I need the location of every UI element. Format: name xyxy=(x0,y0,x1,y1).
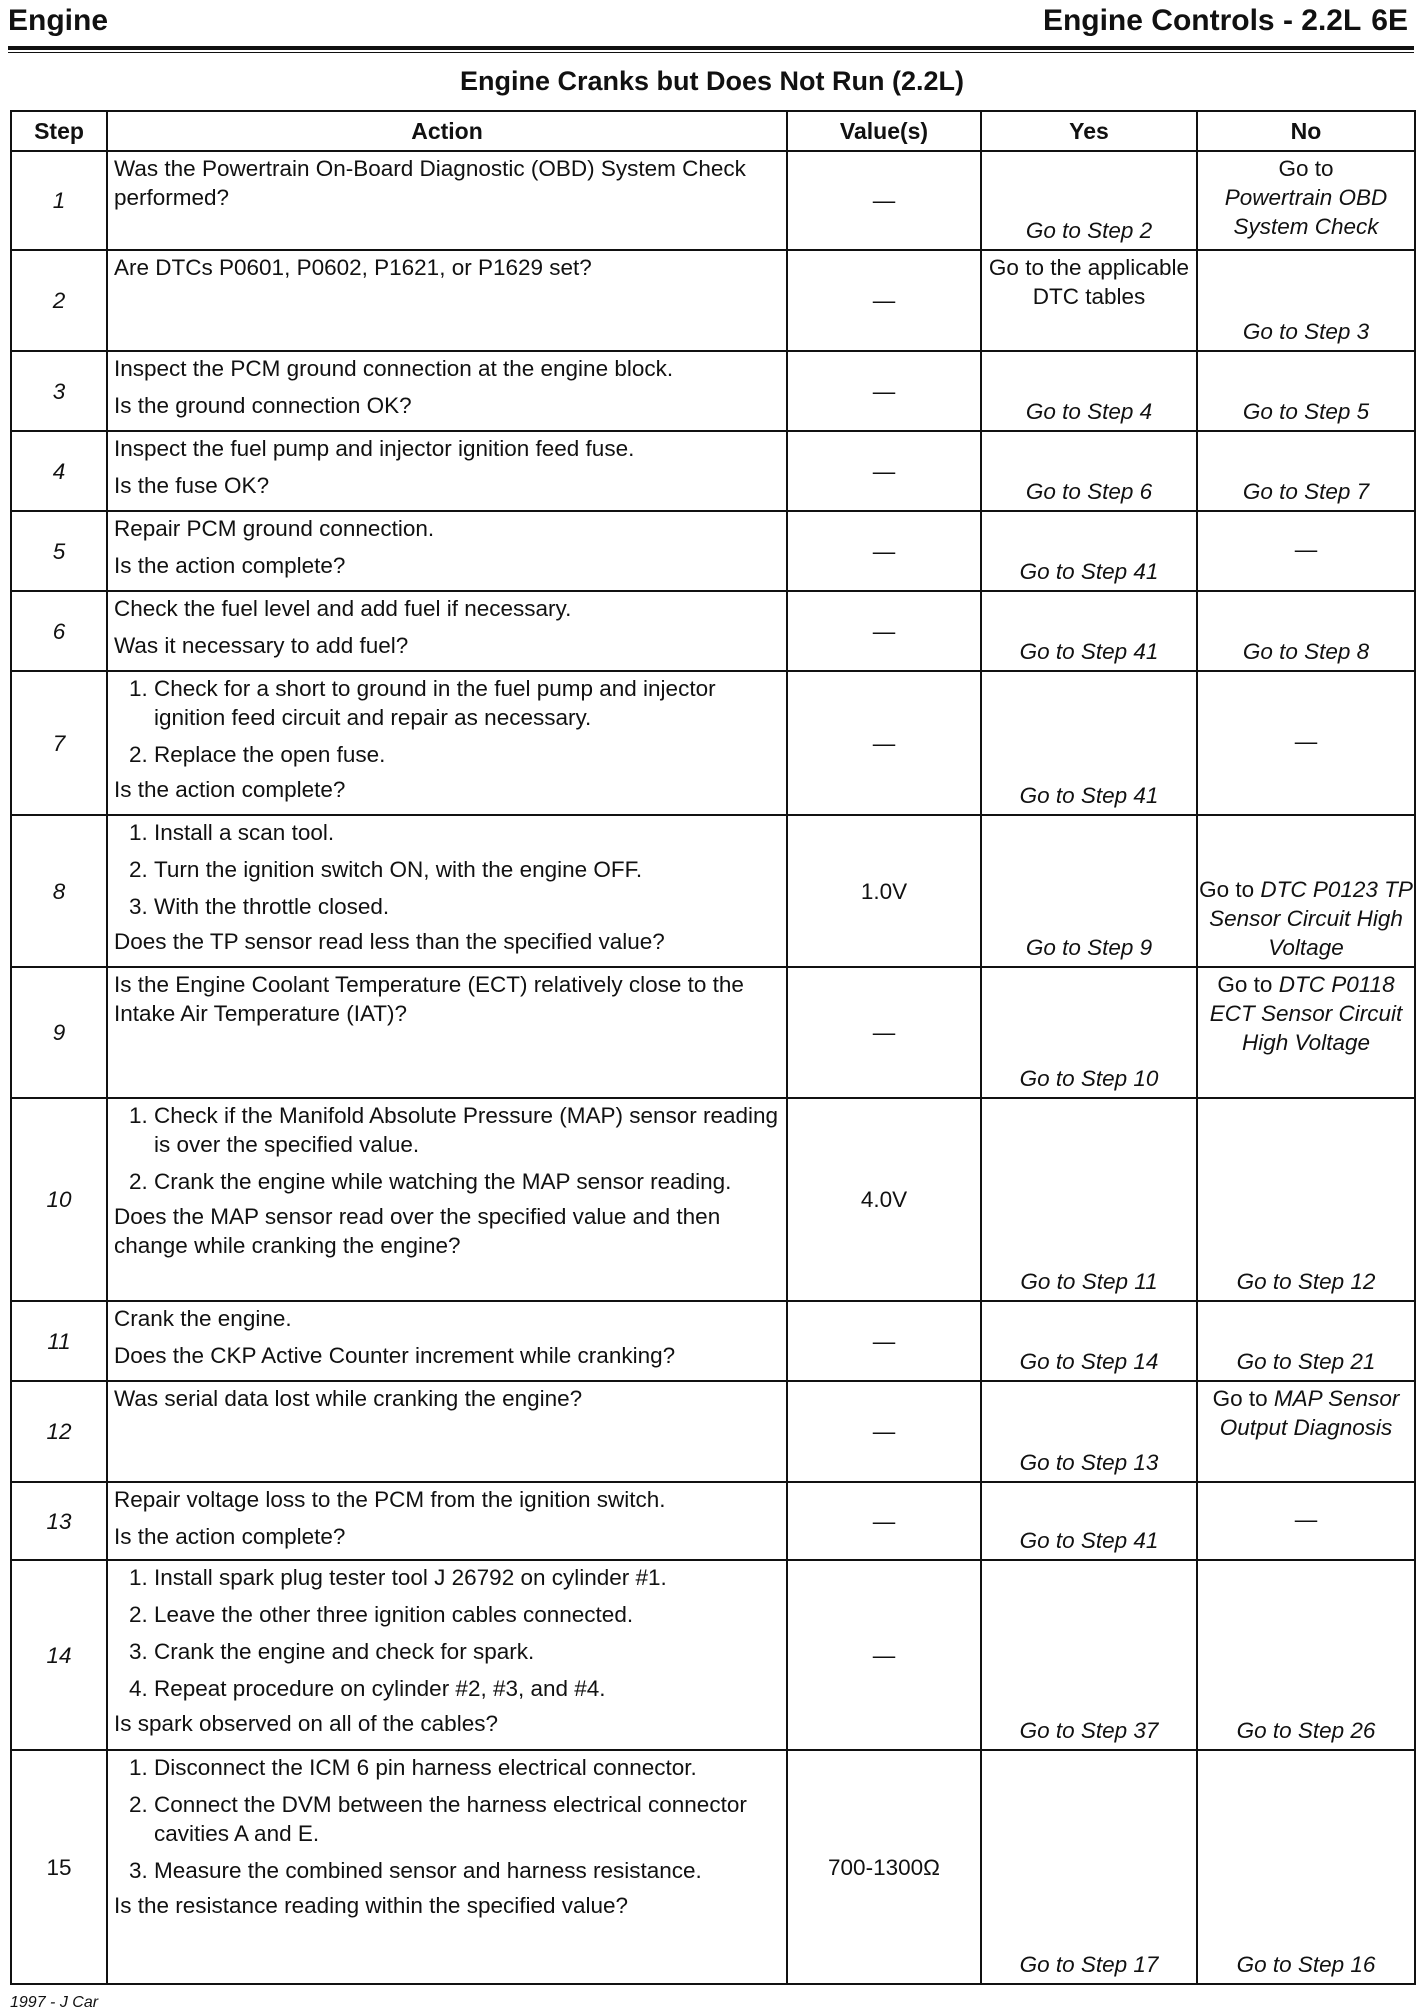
action-step: 3. Crank the engine and check for spark. xyxy=(154,1637,780,1666)
action-question: Is the action complete? xyxy=(114,553,346,578)
action-text xyxy=(107,151,787,250)
no-cell: Go to Step 21 xyxy=(1197,1301,1415,1381)
action-line: Inspect the PCM ground connection at the engine block. xyxy=(114,356,674,381)
step-number: 8 xyxy=(11,815,107,967)
no-target: DTC P0123 TP Sensor Circuit High Voltage xyxy=(1209,877,1413,960)
action-steps xyxy=(114,818,780,921)
table-row xyxy=(11,1482,1415,1560)
action-text xyxy=(107,1301,787,1381)
no-prefix: Go to xyxy=(1212,1386,1268,1411)
action-question: Is the ground connection OK? xyxy=(114,393,412,418)
action-text xyxy=(107,591,787,671)
action-step: 3. Measure the combined sensor and harness resistance. xyxy=(154,1856,780,1885)
action-line: Crank the engine. xyxy=(114,1306,292,1331)
yes-cell: Go to Step 14 xyxy=(981,1301,1197,1381)
action-question: Is the action complete? xyxy=(114,1524,346,1549)
action-step: 1. Disconnect the ICM 6 pin harness electrical connector. xyxy=(154,1753,780,1782)
yes-cell: Go to Step 17 xyxy=(981,1750,1197,1984)
col-header-values: Value(s) xyxy=(787,111,981,151)
action-step: 2. Turn the ignition switch ON, with the engine OFF. xyxy=(154,855,780,884)
no-target: Powertrain OBD System Check xyxy=(1224,185,1388,239)
step-number: 1 xyxy=(11,151,107,250)
step-number: 4 xyxy=(11,431,107,511)
table-row xyxy=(11,815,1415,967)
no-target: MAP Sensor Output Diagnosis xyxy=(1219,1386,1400,1440)
yes-cell: Go to Step 10 xyxy=(981,967,1197,1098)
table-header-row xyxy=(11,111,1415,151)
action-step: 1. Check if the Manifold Absolute Pressure (MAP) sensor reading is over the specified value. xyxy=(154,1101,780,1159)
yes-cell: Go to Step 13 xyxy=(981,1381,1197,1482)
no-cell xyxy=(1197,151,1415,250)
col-header-step: Step xyxy=(11,111,107,151)
yes-cell: Go to Step 37 xyxy=(981,1560,1197,1750)
yes-cell: Go to Step 11 xyxy=(981,1098,1197,1301)
action-line: Is the Engine Coolant Temperature (ECT) relatively close to the Intake Air Temperature (IAT)? xyxy=(114,972,744,1026)
value-cell: — xyxy=(787,250,981,351)
step-number: 11 xyxy=(11,1301,107,1381)
action-line: Repair voltage loss to the PCM from the ignition switch. xyxy=(114,1487,666,1512)
step-number: 7 xyxy=(11,671,107,815)
value-cell: — xyxy=(787,591,981,671)
no-cell: Go to Step 3 xyxy=(1197,250,1415,351)
yes-cell: Go to Step 41 xyxy=(981,591,1197,671)
action-text xyxy=(107,431,787,511)
action-line: Was serial data lost while cranking the engine? xyxy=(114,1386,583,1411)
step-number: 3 xyxy=(11,351,107,431)
table-row xyxy=(11,671,1415,815)
header-rule-thin xyxy=(8,52,1414,53)
action-question: Was it necessary to add fuel? xyxy=(114,633,409,658)
value-cell: — xyxy=(787,1381,981,1482)
yes-cell: Go to the applicable DTC tables xyxy=(981,250,1197,351)
no-target: DTC P0118 ECT Sensor Circuit High Voltage xyxy=(1209,972,1403,1055)
action-question: Does the MAP sensor read over the specified value and then change while cranking the engine? xyxy=(114,1204,721,1258)
table-row xyxy=(11,511,1415,591)
value-cell: 4.0V xyxy=(787,1098,981,1301)
yes-cell: Go to Step 41 xyxy=(981,511,1197,591)
action-question: Is the action complete? xyxy=(114,777,346,802)
no-cell: Go to Step 12 xyxy=(1197,1098,1415,1301)
yes-cell: Go to Step 41 xyxy=(981,671,1197,815)
action-line: Repair PCM ground connection. xyxy=(114,516,435,541)
no-cell: Go to Step 26 xyxy=(1197,1560,1415,1750)
action-question: Is the fuse OK? xyxy=(114,473,270,498)
action-text xyxy=(107,1750,787,1984)
step-number: 2 xyxy=(11,250,107,351)
action-question: Is the resistance reading within the specified value? xyxy=(114,1893,629,1918)
page-footer: 1997 - J Car xyxy=(10,1994,99,2011)
header-section-number: 6E xyxy=(1371,4,1408,37)
value-cell: — xyxy=(787,351,981,431)
action-text xyxy=(107,351,787,431)
table-row xyxy=(11,1301,1415,1381)
value-cell: — xyxy=(787,1482,981,1560)
action-step: 4. Repeat procedure on cylinder #2, #3, and #4. xyxy=(154,1674,780,1703)
action-text xyxy=(107,1560,787,1750)
table-row xyxy=(11,1381,1415,1482)
no-cell: — xyxy=(1197,511,1415,591)
action-text xyxy=(107,671,787,815)
no-prefix: Go to xyxy=(1217,972,1273,997)
table-row xyxy=(11,1750,1415,1984)
table-title: Engine Cranks but Does Not Run (2.2L) xyxy=(459,66,965,96)
no-cell xyxy=(1197,1381,1415,1482)
no-prefix: Go to xyxy=(1199,877,1255,902)
no-cell xyxy=(1197,815,1415,967)
value-cell: — xyxy=(787,1301,981,1381)
no-cell: Go to Step 16 xyxy=(1197,1750,1415,1984)
step-number: 10 xyxy=(11,1098,107,1301)
action-step: 2. Replace the open fuse. xyxy=(154,740,780,769)
yes-cell: Go to Step 9 xyxy=(981,815,1197,967)
step-number: 12 xyxy=(11,1381,107,1482)
action-step: 3. With the throttle closed. xyxy=(154,892,780,921)
table-row xyxy=(11,431,1415,511)
col-header-yes: Yes xyxy=(981,111,1197,151)
no-cell: — xyxy=(1197,671,1415,815)
step-number: 13 xyxy=(11,1482,107,1560)
table-row xyxy=(11,591,1415,671)
yes-cell: Go to Step 6 xyxy=(981,431,1197,511)
action-question: Is spark observed on all of the cables? xyxy=(114,1711,498,1736)
no-prefix: Go to xyxy=(1278,156,1334,181)
no-cell xyxy=(1197,967,1415,1098)
step-number: 5 xyxy=(11,511,107,591)
no-cell: Go to Step 8 xyxy=(1197,591,1415,671)
value-cell: — xyxy=(787,1560,981,1750)
action-steps xyxy=(114,1753,780,1885)
action-steps xyxy=(114,1101,780,1196)
step-number: 9 xyxy=(11,967,107,1098)
action-step: 2. Leave the other three ignition cables connected. xyxy=(154,1600,780,1629)
table-row xyxy=(11,151,1415,250)
no-cell: Go to Step 7 xyxy=(1197,431,1415,511)
value-cell: — xyxy=(787,431,981,511)
action-text xyxy=(107,815,787,967)
step-number: 15 xyxy=(11,1750,107,1984)
action-step: 1. Install spark plug tester tool J 26792 on cylinder #1. xyxy=(154,1563,780,1592)
table-row xyxy=(11,250,1415,351)
action-text xyxy=(107,1482,787,1560)
action-step: 1. Install a scan tool. xyxy=(154,818,780,847)
diagnostic-table xyxy=(10,110,1416,1985)
table-row xyxy=(11,1560,1415,1750)
header-title: Engine Controls - 2.2L xyxy=(1042,4,1362,37)
yes-cell: Go to Step 41 xyxy=(981,1482,1197,1560)
action-text xyxy=(107,1098,787,1301)
value-cell: — xyxy=(787,671,981,815)
yes-cell: Go to Step 4 xyxy=(981,351,1197,431)
action-text xyxy=(107,250,787,351)
action-line: Are DTCs P0601, P0602, P1621, or P1629 set? xyxy=(114,255,592,280)
action-step: 2. Connect the DVM between the harness electrical connector cavities A and E. xyxy=(154,1790,780,1848)
col-header-action: Action xyxy=(107,111,787,151)
action-text xyxy=(107,511,787,591)
action-step: 1. Check for a short to ground in the fuel pump and injector ignition feed circuit and repair as necessary. xyxy=(154,674,780,732)
action-line: Check the fuel level and add fuel if necessary. xyxy=(114,596,572,621)
table-row xyxy=(11,1098,1415,1301)
value-cell: — xyxy=(787,967,981,1098)
table-row xyxy=(11,351,1415,431)
header-section-right xyxy=(1033,4,1408,38)
action-line: Was the Powertrain On-Board Diagnostic (OBD) System Check performed? xyxy=(114,156,746,210)
no-cell: — xyxy=(1197,1482,1415,1560)
table-row xyxy=(11,967,1415,1098)
no-cell: Go to Step 5 xyxy=(1197,351,1415,431)
yes-cell: Go to Step 2 xyxy=(981,151,1197,250)
action-line: Inspect the fuel pump and injector ignition feed fuse. xyxy=(114,436,635,461)
value-cell: — xyxy=(787,511,981,591)
action-text xyxy=(107,967,787,1098)
value-cell: 700-1300Ω xyxy=(787,1750,981,1984)
action-text xyxy=(107,1381,787,1482)
col-header-no: No xyxy=(1197,111,1415,151)
action-step: 2. Crank the engine while watching the MAP sensor reading. xyxy=(154,1167,780,1196)
action-question: Does the TP sensor read less than the specified value? xyxy=(114,929,665,954)
header-section-left: Engine xyxy=(8,4,109,37)
step-number: 6 xyxy=(11,591,107,671)
value-cell: 1.0V xyxy=(787,815,981,967)
action-question: Does the CKP Active Counter increment while cranking? xyxy=(114,1343,676,1368)
step-number: 14 xyxy=(11,1560,107,1750)
header-rule xyxy=(8,46,1414,50)
action-steps xyxy=(114,1563,780,1703)
action-steps xyxy=(114,674,780,769)
value-cell: — xyxy=(787,151,981,250)
